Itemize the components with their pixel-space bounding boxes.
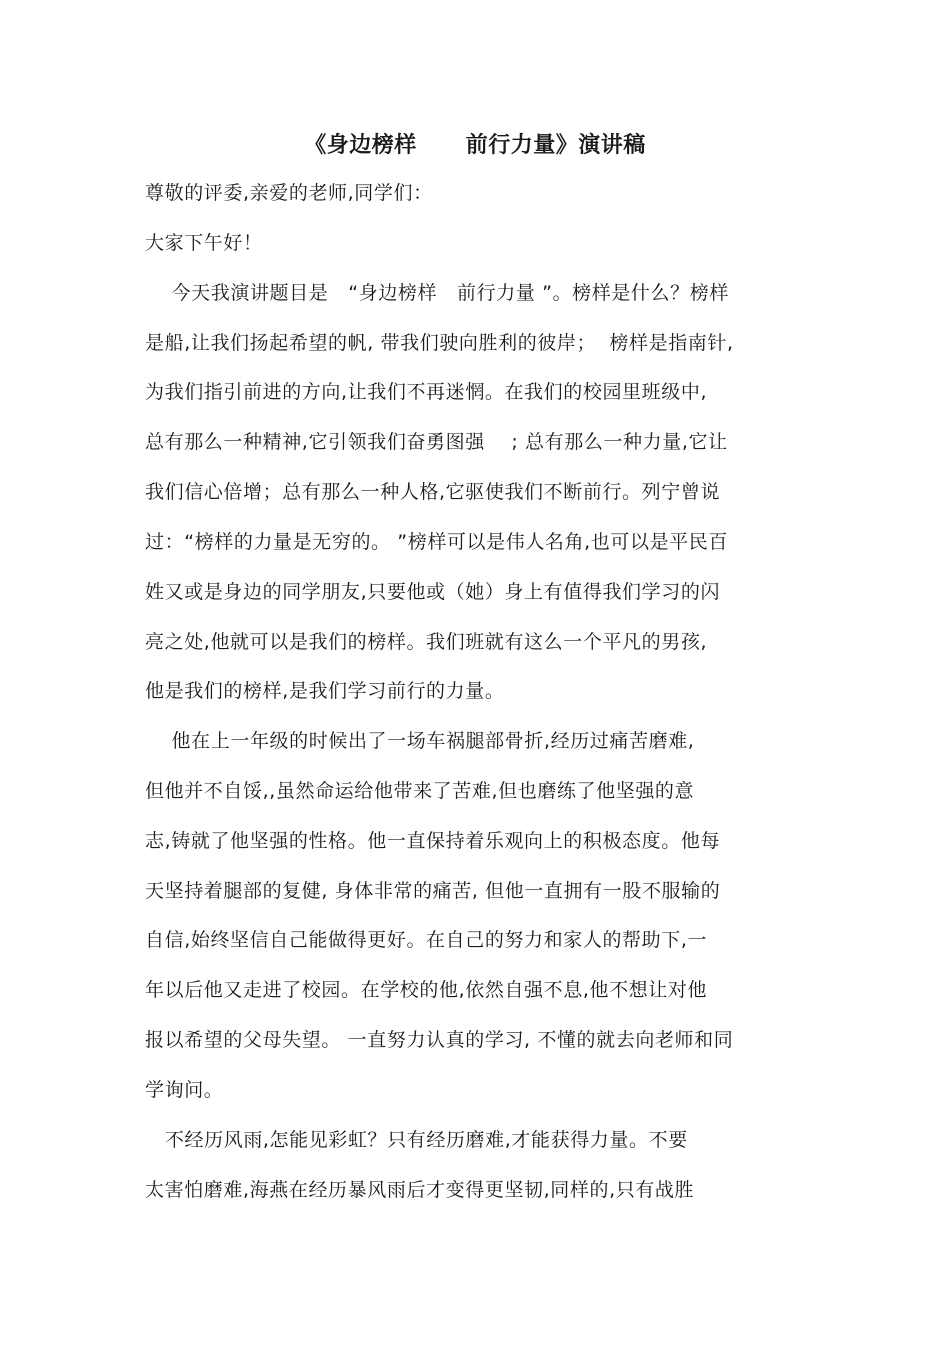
body-line: 天坚持着腿部的复健, 身体非常的痛苦, 但他一直拥有一股不服输的 — [145, 880, 721, 902]
body-line: 过：“榜样的力量是无穷的。 ”榜样可以是伟人名角,也可以是平民百 — [145, 531, 728, 553]
body-line: 学询问。 — [145, 1079, 224, 1101]
document-title: 《身边榜样 前行力量》演讲稿 — [304, 133, 646, 158]
body-line: 为我们指引前进的方向,让我们不再迷惘。在我们的校园里班级中, — [145, 381, 708, 403]
body-line: 亮之处,他就可以是我们的榜样。我们班就有这么一个平凡的男孩, — [145, 631, 708, 653]
greeting-line: 尊敬的评委,亲爱的老师,同学们： — [145, 182, 433, 204]
body-line: 但他并不自馁,,虽然命运给他带来了苦难,但也磨练了他坚强的意 — [145, 780, 695, 802]
body-line: 太害怕磨难,海燕在经历暴风雨后才变得更坚韧,同样的,只有战胜 — [145, 1179, 695, 1201]
body-line: 姓又或是身边的同学朋友,只要他或（她）身上有值得我们学习的闪 — [145, 581, 721, 603]
body-line: 我们信心倍增；总有那么一种人格,它驱使我们不断前行。列宁曾说 — [145, 481, 721, 503]
body-line: 志,铸就了他坚强的性格。他一直保持着乐观向上的积极态度。他每 — [145, 830, 721, 852]
body-line: 年以后他又走进了校园。在学校的他,依然自强不息,他不想让对他 — [145, 979, 708, 1001]
body-line: 总有那么一种精神,它引领我们奋勇图强 ; 总有那么一种力量,它让 — [145, 431, 728, 453]
body-line: 报以希望的父母失望。 一直努力认真的学习, 不懂的就去向老师和同 — [145, 1029, 734, 1051]
body-line: 不经历风雨,怎能见彩虹？只有经历磨难,才能获得力量。不要 — [145, 1129, 688, 1151]
body-line: 他是我们的榜样,是我们学习前行的力量。 — [145, 680, 505, 702]
body-line: 是船,让我们扬起希望的帆, 带我们驶向胜利的彼岸； 榜样是指南针, — [145, 332, 734, 354]
body-line: 他在上一年级的时候出了一场车祸腿部骨折,经历过痛苦磨难, — [145, 730, 695, 752]
body-line: 自信,始终坚信自己能做得更好。在自己的努力和家人的帮助下,一 — [145, 929, 708, 951]
body-line: 今天我演讲题目是 “身边榜样 前行力量 ”。榜样是什么？榜样 — [145, 282, 729, 304]
hello-line: 大家下午好！ — [145, 232, 263, 254]
